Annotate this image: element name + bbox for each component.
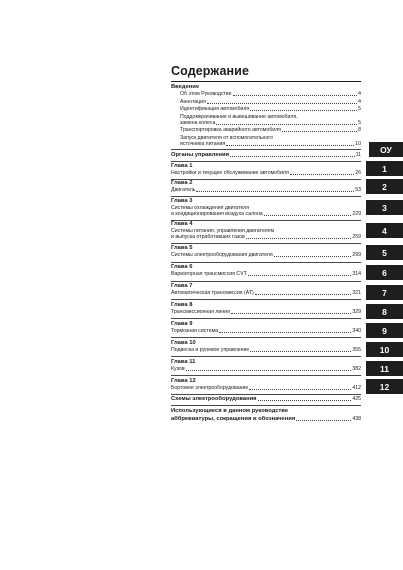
section-rule bbox=[171, 299, 361, 300]
section-rule bbox=[171, 220, 361, 221]
toc-entry-vehicle-id[interactable] bbox=[180, 106, 361, 112]
toc-entry-jumpstart-line1: Запуск двигателя от вспомогательного bbox=[180, 134, 273, 141]
toc-entry-chapter-1[interactable] bbox=[171, 170, 361, 176]
chapter-11-heading: Глава 11 bbox=[171, 359, 196, 365]
toc-entry-page: 321 bbox=[352, 290, 361, 296]
toc-entry-page: 10 bbox=[355, 140, 361, 147]
toc-entry-title: Автоматическая трансмиссия (AT) bbox=[171, 290, 254, 296]
toc-entry-title: Трансмиссионная линия bbox=[171, 309, 230, 315]
toc-entry-title: источника питания bbox=[180, 140, 226, 147]
chapter-1-heading: Глава 1 bbox=[171, 162, 193, 169]
toc-entry-page: 438 bbox=[352, 415, 361, 422]
toc-entry-annotation[interactable] bbox=[180, 99, 361, 105]
thumb-tab-2[interactable]: 2 bbox=[366, 179, 403, 194]
dot-leader bbox=[246, 238, 352, 239]
abbrev-line1: Использующиеся в данном руководстве bbox=[171, 408, 289, 414]
toc-entry-page: 259 bbox=[352, 234, 361, 240]
dot-leader bbox=[290, 174, 354, 175]
toc-entry-title: Идентификация автомобиля bbox=[180, 106, 250, 112]
toc-entry-controls[interactable] bbox=[171, 152, 361, 158]
chapter-12-heading: Глава 12 bbox=[171, 378, 196, 384]
toc-entry-page: 340 bbox=[352, 328, 361, 334]
dot-leader bbox=[248, 275, 352, 276]
toc-entry-schemes[interactable] bbox=[171, 396, 361, 402]
dot-leader bbox=[264, 215, 352, 216]
toc-entry-title: замена колеса bbox=[180, 119, 216, 126]
toc-entry-page: 8 bbox=[358, 127, 361, 133]
dot-leader bbox=[249, 389, 351, 390]
chapter-6-heading: Глава 6 bbox=[171, 264, 193, 270]
dot-leader bbox=[250, 110, 357, 111]
toc-entry-page: 26 bbox=[355, 169, 361, 176]
dot-leader bbox=[216, 124, 357, 125]
toc-entry-towing[interactable] bbox=[180, 127, 361, 133]
title-rule bbox=[171, 81, 361, 82]
chapter-8-heading: Глава 8 bbox=[171, 302, 193, 308]
section-rule bbox=[171, 179, 361, 180]
toc-entry-title: Кузов bbox=[171, 366, 185, 372]
toc-entry-page: 229 bbox=[352, 210, 361, 217]
section-rule bbox=[171, 149, 361, 150]
toc-entry-chapter-4[interactable] bbox=[171, 234, 361, 240]
toc-entry-title: Органы управления bbox=[171, 152, 230, 158]
dot-leader bbox=[207, 103, 357, 104]
dot-leader bbox=[274, 256, 352, 257]
thumb-tab-1[interactable]: 1 bbox=[366, 161, 403, 176]
thumb-tab-controls[interactable]: ОУ bbox=[369, 142, 403, 157]
toc-entry-title: Двигатель bbox=[171, 187, 196, 193]
toc-entry-chapter-12[interactable] bbox=[171, 385, 361, 391]
section-rule bbox=[171, 337, 361, 338]
toc-entry-chapter-7[interactable] bbox=[171, 290, 361, 296]
toc-entry-chapter-3[interactable] bbox=[171, 211, 361, 217]
toc-entry-title: Об этом Руководстве bbox=[180, 91, 232, 97]
section-rule bbox=[171, 405, 361, 406]
toc-entry-title: и кондиционирования воздуха салона bbox=[171, 210, 263, 217]
dot-leader bbox=[296, 420, 351, 421]
dot-leader bbox=[231, 313, 351, 314]
toc-entry-chapter-6[interactable] bbox=[171, 271, 361, 277]
toc-entry-chapter-8[interactable] bbox=[171, 309, 361, 315]
toc-entry-title: Аннотация bbox=[180, 98, 206, 105]
toc-entry-page: 11 bbox=[355, 152, 361, 158]
section-rule bbox=[171, 262, 361, 263]
toc-entry-title: Транспортировка аварийного автомобиля bbox=[180, 127, 281, 133]
dot-leader bbox=[255, 294, 352, 295]
toc-entry-jumpstart[interactable] bbox=[180, 141, 361, 147]
toc-entry-title: Подвеска и рулевое управление bbox=[171, 347, 250, 353]
section-rule bbox=[171, 394, 361, 395]
toc-entry-page: 412 bbox=[352, 385, 361, 391]
toc-entry-chapter-11[interactable] bbox=[171, 366, 361, 372]
toc-entry-chapter-9[interactable] bbox=[171, 328, 361, 334]
section-rule bbox=[171, 243, 361, 244]
chapter-7-heading: Глава 7 bbox=[171, 283, 193, 289]
toc-entry-title: аббревиатуры, сокращения и обозначения bbox=[171, 415, 296, 422]
dot-leader bbox=[230, 156, 355, 157]
toc-entry-title: Бортовое электрооборудование bbox=[171, 385, 249, 391]
toc-entry-chapter-10[interactable] bbox=[171, 347, 361, 353]
dot-leader bbox=[250, 351, 351, 352]
toc-entry-page: 5 bbox=[358, 119, 361, 126]
toc-entry-title: Тормозная система bbox=[171, 328, 219, 334]
section-rule bbox=[171, 161, 361, 162]
page-title: Содержание bbox=[171, 64, 250, 78]
thumb-tab-3[interactable]: 3 bbox=[366, 200, 403, 215]
thumb-tab-9[interactable]: 9 bbox=[366, 323, 403, 338]
thumb-tab-6[interactable]: 6 bbox=[366, 265, 403, 280]
chapter-3-heading: Глава 3 bbox=[171, 197, 193, 204]
section-rule bbox=[171, 318, 361, 319]
toc-entry-page: 329 bbox=[352, 309, 361, 315]
toc-entry-jacking[interactable] bbox=[180, 120, 361, 126]
thumb-tab-7[interactable]: 7 bbox=[366, 285, 403, 300]
toc-entry-chapter-5[interactable] bbox=[171, 252, 361, 258]
dot-leader bbox=[282, 131, 357, 132]
toc-entry-title: Системы электрооборудования двигателя bbox=[171, 252, 273, 258]
thumb-tab-4[interactable]: 4 bbox=[366, 223, 403, 238]
thumb-tab-12[interactable]: 12 bbox=[366, 379, 403, 394]
toc-entry-title: и выпуска отработавших газов bbox=[171, 234, 245, 240]
chapter-9-heading: Глава 9 bbox=[171, 321, 193, 327]
toc-entry-page: 5 bbox=[358, 106, 361, 112]
thumb-tab-8[interactable]: 8 bbox=[366, 304, 403, 319]
dot-leader bbox=[258, 400, 352, 401]
intro-heading: Введение bbox=[171, 84, 200, 90]
toc-entry-abbreviations[interactable] bbox=[171, 416, 361, 422]
toc-entry-page: 4 bbox=[358, 98, 361, 105]
toc-entry-page: 355 bbox=[352, 347, 361, 353]
toc-entry-title: Вариаторная трансмиссия CVT bbox=[171, 271, 247, 277]
thumb-tab-11[interactable]: 11 bbox=[366, 361, 403, 376]
chapter-10-heading: Глава 10 bbox=[171, 340, 196, 346]
section-rule bbox=[171, 196, 361, 197]
toc-entry-page: 299 bbox=[352, 252, 361, 258]
toc-entry-chapter-2[interactable] bbox=[171, 187, 361, 193]
chapter-5-heading: Глава 5 bbox=[171, 245, 193, 251]
chapter-4-heading: Глава 4 bbox=[171, 221, 193, 227]
toc-entry-about-manual[interactable] bbox=[180, 91, 361, 97]
thumb-tab-5[interactable]: 5 bbox=[366, 245, 403, 260]
toc-entry-page: 314 bbox=[352, 271, 361, 277]
chapter-4-line1: Системы питания, управления двигателем bbox=[171, 228, 275, 234]
dot-leader bbox=[226, 145, 354, 146]
toc-entry-page: 425 bbox=[352, 396, 361, 402]
toc-entry-page: 53 bbox=[355, 187, 361, 193]
toc-entry-page: 382 bbox=[352, 366, 361, 372]
section-rule bbox=[171, 375, 361, 376]
dot-leader bbox=[219, 332, 351, 333]
dot-leader bbox=[186, 370, 352, 371]
section-rule bbox=[171, 281, 361, 282]
dot-leader bbox=[233, 95, 358, 96]
toc-entry-title: Настройки и текущее обслуживание автомобиля bbox=[171, 169, 289, 176]
dot-leader bbox=[196, 191, 354, 192]
chapter-2-heading: Глава 2 bbox=[171, 180, 193, 186]
toc-entry-page: 4 bbox=[358, 91, 361, 97]
section-rule bbox=[171, 356, 361, 357]
thumb-tab-10[interactable]: 10 bbox=[366, 342, 403, 357]
chapter-3-line1: Системы охлаждения двигателя bbox=[171, 204, 249, 211]
toc-entry-title: Схемы электрооборудования bbox=[171, 396, 257, 402]
toc-entry-jacking-line1: Поддомкрачивание и вывешивание автомобиля, bbox=[180, 113, 298, 120]
